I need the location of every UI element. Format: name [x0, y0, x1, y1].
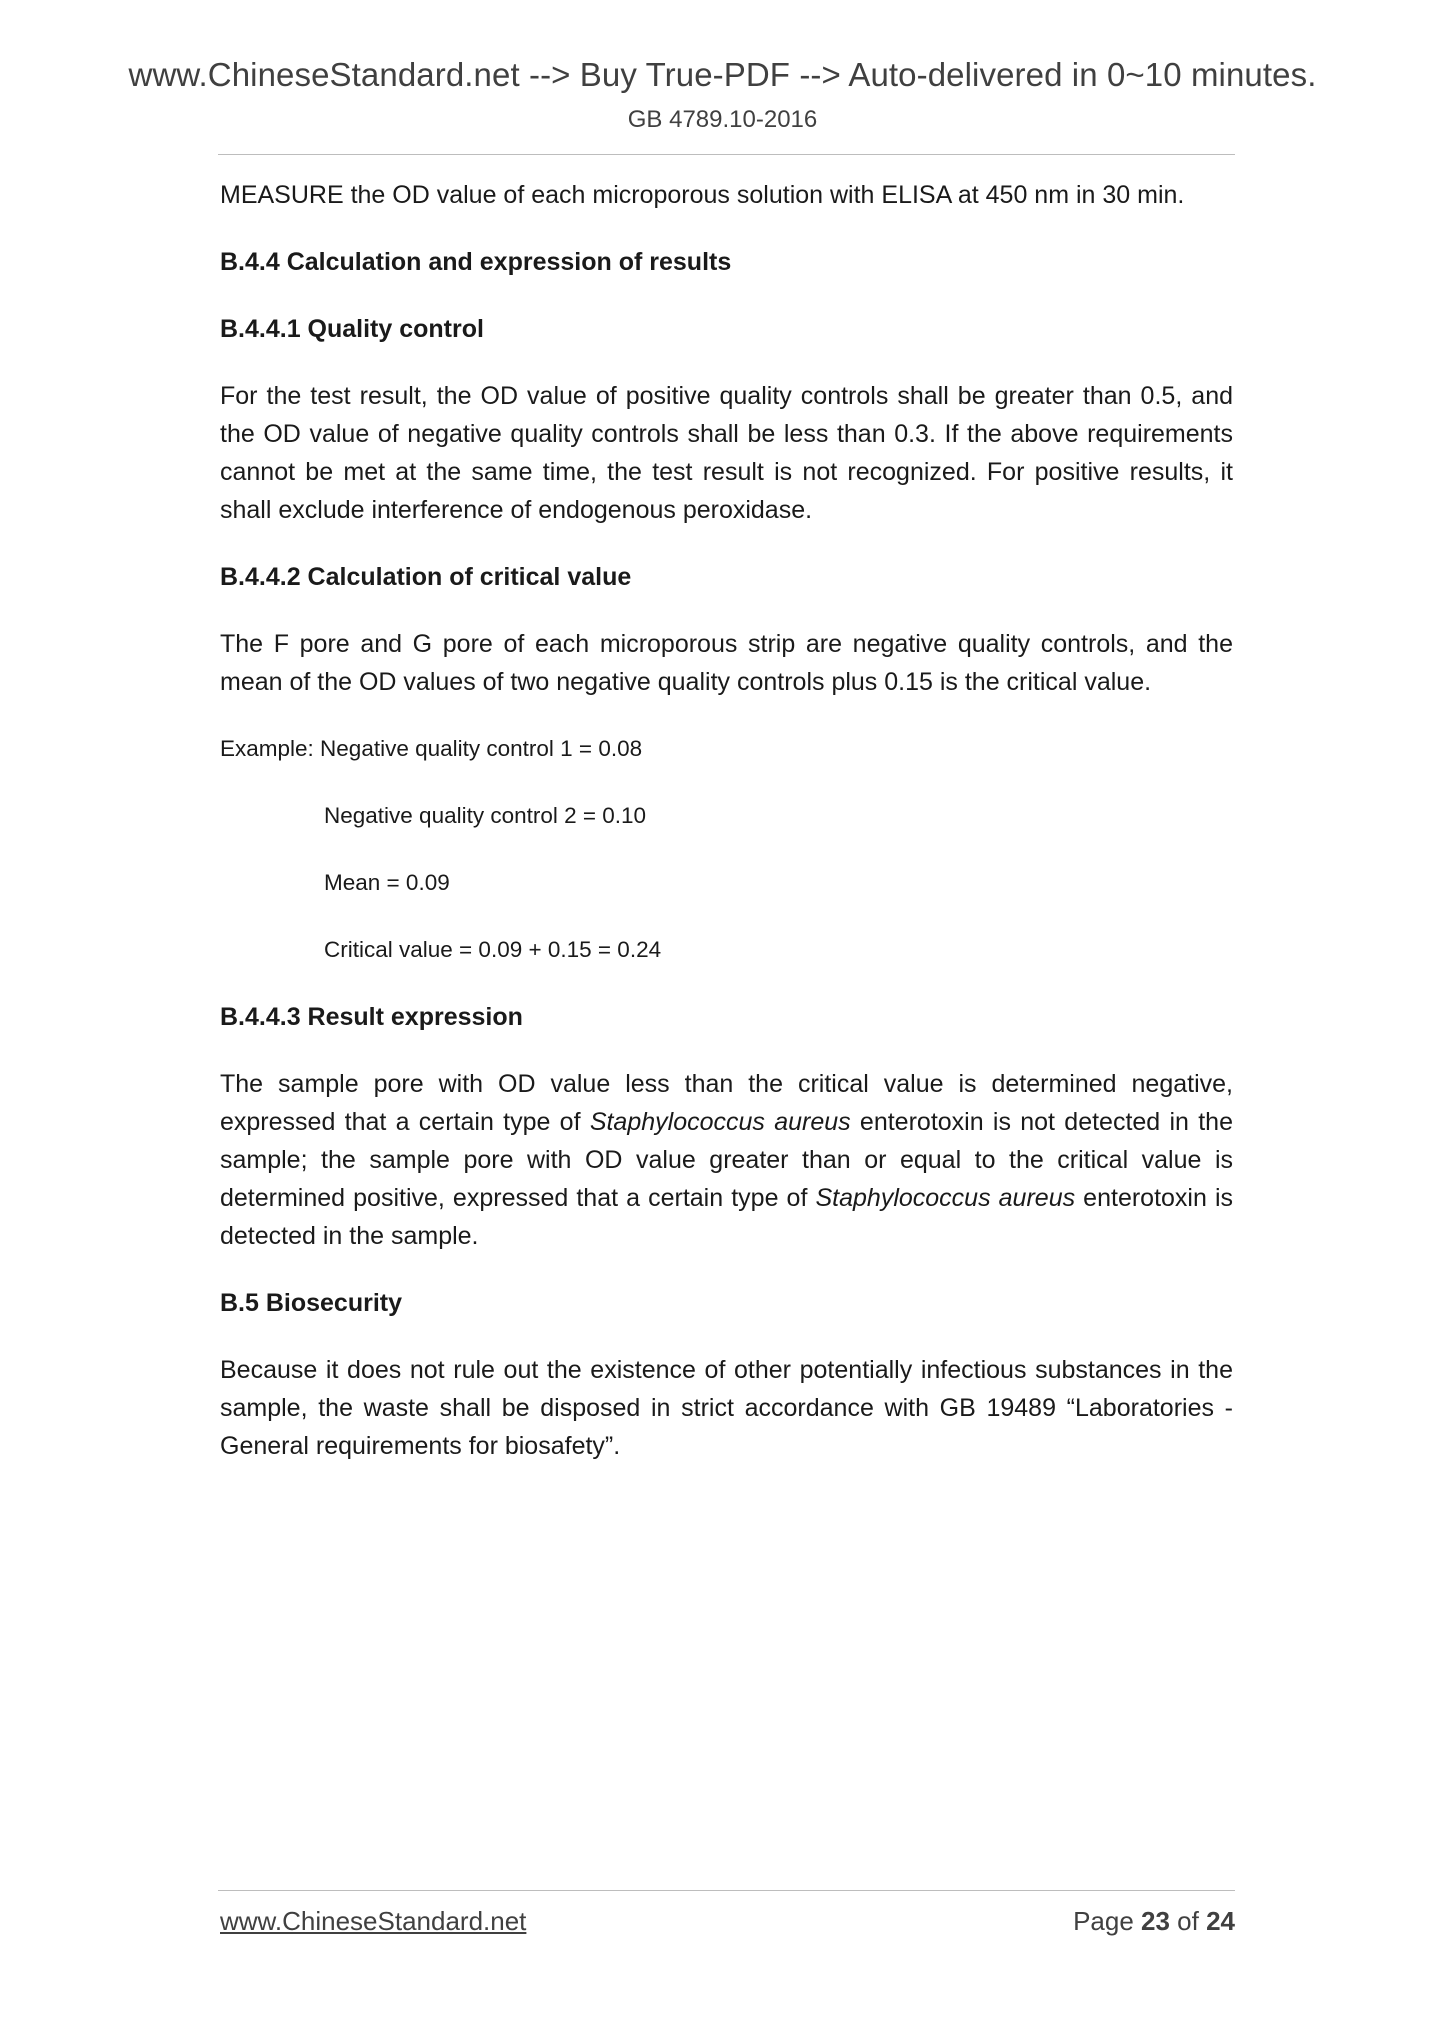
- result-text-1: The sample pore with OD value less than the critical value is determined negative, expressed that a certain type of: [220, 1070, 1233, 1136]
- page-content: [220, 176, 1233, 1465]
- result-text-3: enterotoxin is detected in the sample.: [220, 1184, 1234, 1250]
- quality-control-paragraph: For the test result, the OD value of positive quality controls shall be greater than 0.5, and the OD value of negative quality controls shall be less than 0.3. If the above requirements cannot be met at the same time, the test result is not recognized. For positive results, it shall exclude interference of endogenous peroxidase.: [220, 382, 1233, 524]
- heading-b-5: B.5 Biosecurity: [220, 1289, 403, 1317]
- biosecurity-paragraph: Because it does not rule out the existence of other potentially infectious substances in the sample, the waste shall be disposed in strict accordance with GB 19489 “Laboratories - General requirements for biosafety”.: [220, 1356, 1233, 1460]
- page-of: of: [1169, 1906, 1207, 1936]
- example-line-2: Negative quality control 2 = 0.10: [324, 803, 647, 828]
- header-banner: www.ChineseStandard.net --> Buy True-PDF --> Auto-delivered in 0~10 minutes.: [128, 56, 1317, 93]
- example-line-3: Mean = 0.09: [324, 870, 450, 895]
- total-pages: 24: [1206, 1906, 1235, 1936]
- result-expression-paragraph: [220, 1065, 1233, 1255]
- heading-b-4-4-3: B.4.4.3 Result expression: [220, 1003, 523, 1031]
- example-line-4: Critical value = 0.09 + 0.15 = 0.24: [324, 937, 662, 962]
- organism-name-2: Staphylococcus aureus: [815, 1184, 1076, 1212]
- heading-b-4-4: B.4.4 Calculation and expression of results: [220, 248, 732, 276]
- page-prefix: Page: [1073, 1906, 1142, 1936]
- example-block: [220, 730, 1233, 969]
- critical-value-paragraph: The F pore and G pore of each microporous strip are negative quality controls, and the mean of the OD values of two negative quality controls plus 0.15 is the critical value.: [220, 630, 1233, 696]
- heading-b-4-4-2: B.4.4.2 Calculation of critical value: [220, 563, 632, 591]
- result-text-2: enterotoxin is not detected in the sample; the sample pore with OD value greater than or equal to the critical value is determined positive, expressed that a certain type of: [220, 1108, 1233, 1212]
- current-page: 23: [1141, 1906, 1170, 1936]
- example-line-1: Example: Negative quality control 1 = 0.08: [220, 736, 643, 761]
- standard-id: GB 4789.10-2016: [627, 106, 818, 133]
- measure-paragraph: MEASURE the OD value of each microporous solution with ELISA at 450 nm in 30 min.: [220, 181, 1185, 209]
- footer-rule: [218, 1890, 1235, 1891]
- page-number: [1073, 1906, 1235, 1937]
- header-rule: [218, 154, 1235, 155]
- footer-website-link[interactable]: www.ChineseStandard.net: [220, 1906, 527, 1936]
- heading-b-4-4-1: B.4.4.1 Quality control: [220, 315, 484, 343]
- organism-name-1: Staphylococcus aureus: [589, 1108, 851, 1136]
